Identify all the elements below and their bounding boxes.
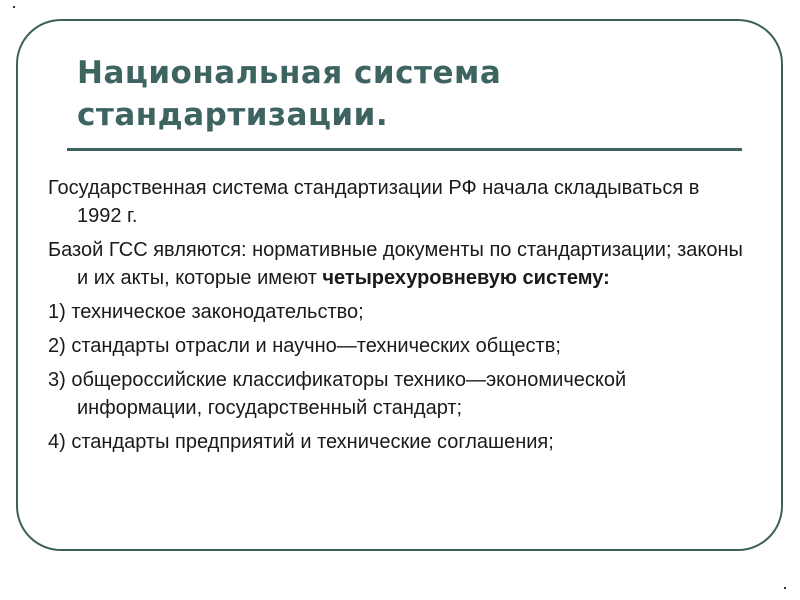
paragraph-intro — [48, 174, 748, 230]
list-item-3 — [48, 366, 748, 422]
paragraph-basis-emphasis: четырехуровневую систему: — [322, 267, 610, 289]
paragraph-intro-text: Государственная система стандартизации РФ начала складываться в 1992 г. — [48, 177, 700, 227]
list-item-3-text: 3) общероссийские классификаторы технико—экономической информации, государственный стандарт; — [48, 369, 627, 419]
list-item-4 — [48, 428, 748, 456]
paragraph-basis-text: Базой ГСС являются: нормативные документы по стандартизации; законы и их акты, которые имеют — [48, 239, 743, 289]
slide-body — [48, 174, 748, 462]
list-item-4-text: 4) стандарты предприятий и технические соглашения; — [48, 431, 554, 453]
paragraph-basis — [48, 236, 748, 292]
slide-title: Национальная система стандартизации. — [77, 55, 502, 133]
list-item-2 — [48, 332, 748, 360]
list-item-1-text: 1) техническое законодательство; — [48, 301, 364, 323]
corner-dot-bottom — [784, 587, 786, 589]
list-item-2-text: 2) стандарты отрасли и научно—технических обществ; — [48, 335, 561, 357]
list-item-1 — [48, 298, 748, 326]
corner-dot-top — [13, 6, 15, 8]
title-underline — [67, 148, 742, 151]
